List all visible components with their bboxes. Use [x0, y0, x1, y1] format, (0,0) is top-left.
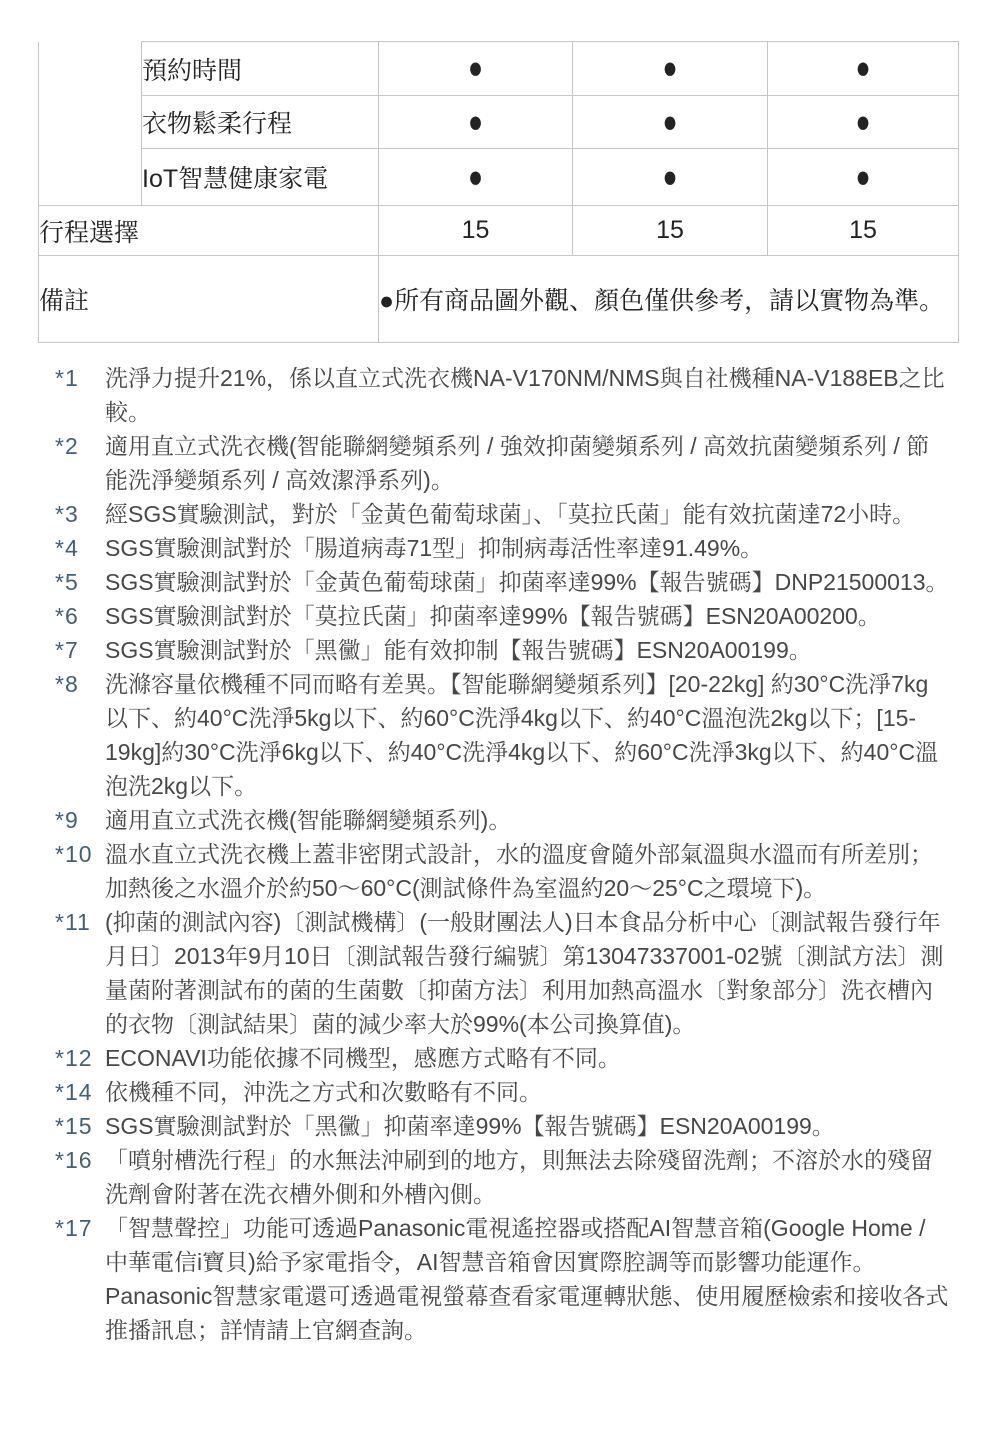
program-count-cell: 15: [768, 206, 959, 256]
feature-value-cell: [379, 42, 573, 96]
feature-value-cell: [379, 96, 573, 149]
footnote-item: [55, 531, 950, 565]
footnote-text: 洗滌容量依機種不同而略有差異。【智能聯網變頻系列】[20-22kg] 約30°C洗淨7kg以下、約40°C洗淨5kg以下、約60°C洗淨4kg以下、約40°C溫泡洗2kg以下；[15-19kg]約30°C洗淨6kg以下、約40°C洗淨4kg以下、約60°C洗淨3kg以下、約40°C溫泡洗2kg以下。: [105, 671, 939, 799]
footnote-marker: *11: [55, 909, 91, 935]
feature-label: 預約時間: [142, 42, 379, 96]
table-row-note: [39, 256, 959, 343]
footnote-item: [55, 803, 950, 837]
footnote-text: ECONAVI功能依據不同機型，感應方式略有不同。: [105, 1045, 621, 1071]
footnote-item: [55, 1211, 950, 1347]
dot-icon: ●: [467, 103, 484, 139]
footnote-item: [55, 361, 950, 429]
feature-value-cell: [768, 96, 959, 149]
footnote-marker: *15: [55, 1113, 93, 1139]
feature-value-cell: [573, 96, 768, 149]
footnote-item: [55, 497, 950, 531]
feature-value-cell: [768, 42, 959, 96]
footnote-marker: *9: [55, 807, 79, 833]
footnote-marker: *1: [55, 365, 79, 391]
dot-icon: ●: [855, 103, 871, 139]
dot-icon: ●: [855, 50, 871, 86]
feature-value-cell: [768, 149, 959, 206]
footnote-item: [55, 905, 950, 1041]
program-count-cell: 15: [573, 206, 768, 256]
spec-table: [38, 41, 959, 343]
note-row-content: ●所有商品圖外觀、顏色僅供參考，請以實物為準。: [379, 256, 959, 343]
footnote-text: 適用直立式洗衣機(智能聯網變頻系列)。: [105, 807, 512, 833]
footnotes-section: [55, 361, 950, 1347]
merged-empty-cell: [39, 42, 142, 206]
dot-icon: ●: [467, 158, 484, 194]
footnote-text: SGS實驗測試對於「莫拉氏菌」抑菌率達99%【報告號碼】ESN20A00200。: [105, 603, 881, 629]
feature-label: 衣物鬆柔行程: [142, 96, 379, 149]
footnote-text: SGS實驗測試對於「金黃色葡萄球菌」抑菌率達99%【報告號碼】DNP21500013。: [105, 569, 949, 595]
footnote-marker: *4: [55, 535, 79, 561]
feature-value-cell: [573, 149, 768, 206]
footnote-marker: *3: [55, 501, 79, 527]
program-row-label: 行程選擇: [39, 206, 379, 256]
dot-icon: ●: [662, 158, 678, 194]
table-row-program-count: [39, 206, 959, 256]
footnote-text: 「噴射槽洗行程」的水無法沖刷到的地方，則無法去除殘留洗劑；不溶於水的殘留洗劑會附著在洗衣槽外側和外槽內側。: [105, 1147, 933, 1207]
footnote-marker: *12: [55, 1045, 93, 1071]
footnote-marker: *2: [55, 433, 79, 459]
footnote-marker: *17: [55, 1215, 93, 1241]
table-row-feature-1: [39, 42, 959, 96]
footnote-text: SGS實驗測試對於「黑黴」抑菌率達99%【報告號碼】ESN20A00199。: [105, 1113, 835, 1139]
dot-icon: ●: [662, 50, 678, 86]
footnote-marker: *8: [55, 671, 79, 697]
footnote-item: [55, 1041, 950, 1075]
footnote-item: [55, 1109, 950, 1143]
footnote-marker: *7: [55, 637, 79, 663]
feature-value-cell: [573, 42, 768, 96]
footnote-item: [55, 429, 950, 497]
footnote-item: [55, 1075, 950, 1109]
footnote-text: 溫水直立式洗衣機上蓋非密閉式設計，水的溫度會隨外部氣溫與水溫而有所差別；加熱後之水溫介於約50～60°C(測試條件為室溫約20～25°C之環境下)。: [105, 841, 933, 901]
footnote-marker: *16: [55, 1147, 93, 1173]
footnote-text: 依機種不同，沖洗之方式和次數略有不同。: [105, 1079, 542, 1105]
footnote-marker: *14: [55, 1079, 93, 1105]
footnote-marker: *10: [55, 841, 93, 867]
dot-icon: ●: [467, 50, 484, 86]
footnote-item: [55, 837, 950, 905]
footnote-marker: *5: [55, 569, 79, 595]
feature-value-cell: [379, 149, 573, 206]
footnote-text: 經SGS實驗測試，對於「金黃色葡萄球菌」、「莫拉氏菌」能有效抗菌達72小時。: [105, 501, 916, 527]
footnote-text: 洗淨力提升21%，係以直立式洗衣機NA-V170NM/NMS與自社機種NA-V188EB之比較。: [105, 365, 945, 425]
footnote-text: SGS實驗測試對於「黑黴」能有效抑制【報告號碼】ESN20A00199。: [105, 637, 812, 663]
footnote-item: [55, 667, 950, 803]
table-row-feature-3: [39, 149, 959, 206]
dot-icon: ●: [662, 103, 678, 139]
footnote-text: 「智慧聲控」功能可透過Panasonic電視遙控器或搭配AI智慧音箱(Google Home / 中華電信i寶貝)給予家電指令，AI智慧音箱會因實際腔調等而影響功能運作。Panasonic智慧家電還可透過電視螢幕查看家電運轉狀態、使用履歷檢索和接收各式推播訊息；詳情請上官網查詢。: [105, 1215, 949, 1343]
table-row-feature-2: [39, 96, 959, 149]
footnote-item: [55, 1143, 950, 1211]
feature-label: IoT智慧健康家電: [142, 149, 379, 206]
footnote-marker: *6: [55, 603, 79, 629]
footnote-item: [55, 599, 950, 633]
program-count-cell: 15: [379, 206, 573, 256]
footnote-item: [55, 633, 950, 667]
footnote-text: SGS實驗測試對於「腸道病毒71型」抑制病毒活性率達91.49%。: [105, 535, 764, 561]
footnote-text: (抑菌的測試內容)〔測試機構〕(一般財團法人)日本食品分析中心〔測試報告發行年月日〕2013年9月10日〔測試報告發行編號〕第13047337001-02號〔測試方法〕測量菌附著測試布的菌的生菌數〔抑菌方法〕利用加熱高溫水〔對象部分〕洗衣槽內的衣物〔測試結果〕菌的減少率大於99%(本公司換算值)。: [105, 909, 944, 1037]
footnote-item: [55, 565, 950, 599]
footnote-text: 適用直立式洗衣機(智能聯網變頻系列 / 強效抑菌變頻系列 / 高效抗菌變頻系列 / 節能洗淨變頻系列 / 高效潔淨系列)。: [105, 433, 930, 493]
note-row-label: 備註: [39, 256, 379, 343]
dot-icon: ●: [855, 158, 871, 194]
